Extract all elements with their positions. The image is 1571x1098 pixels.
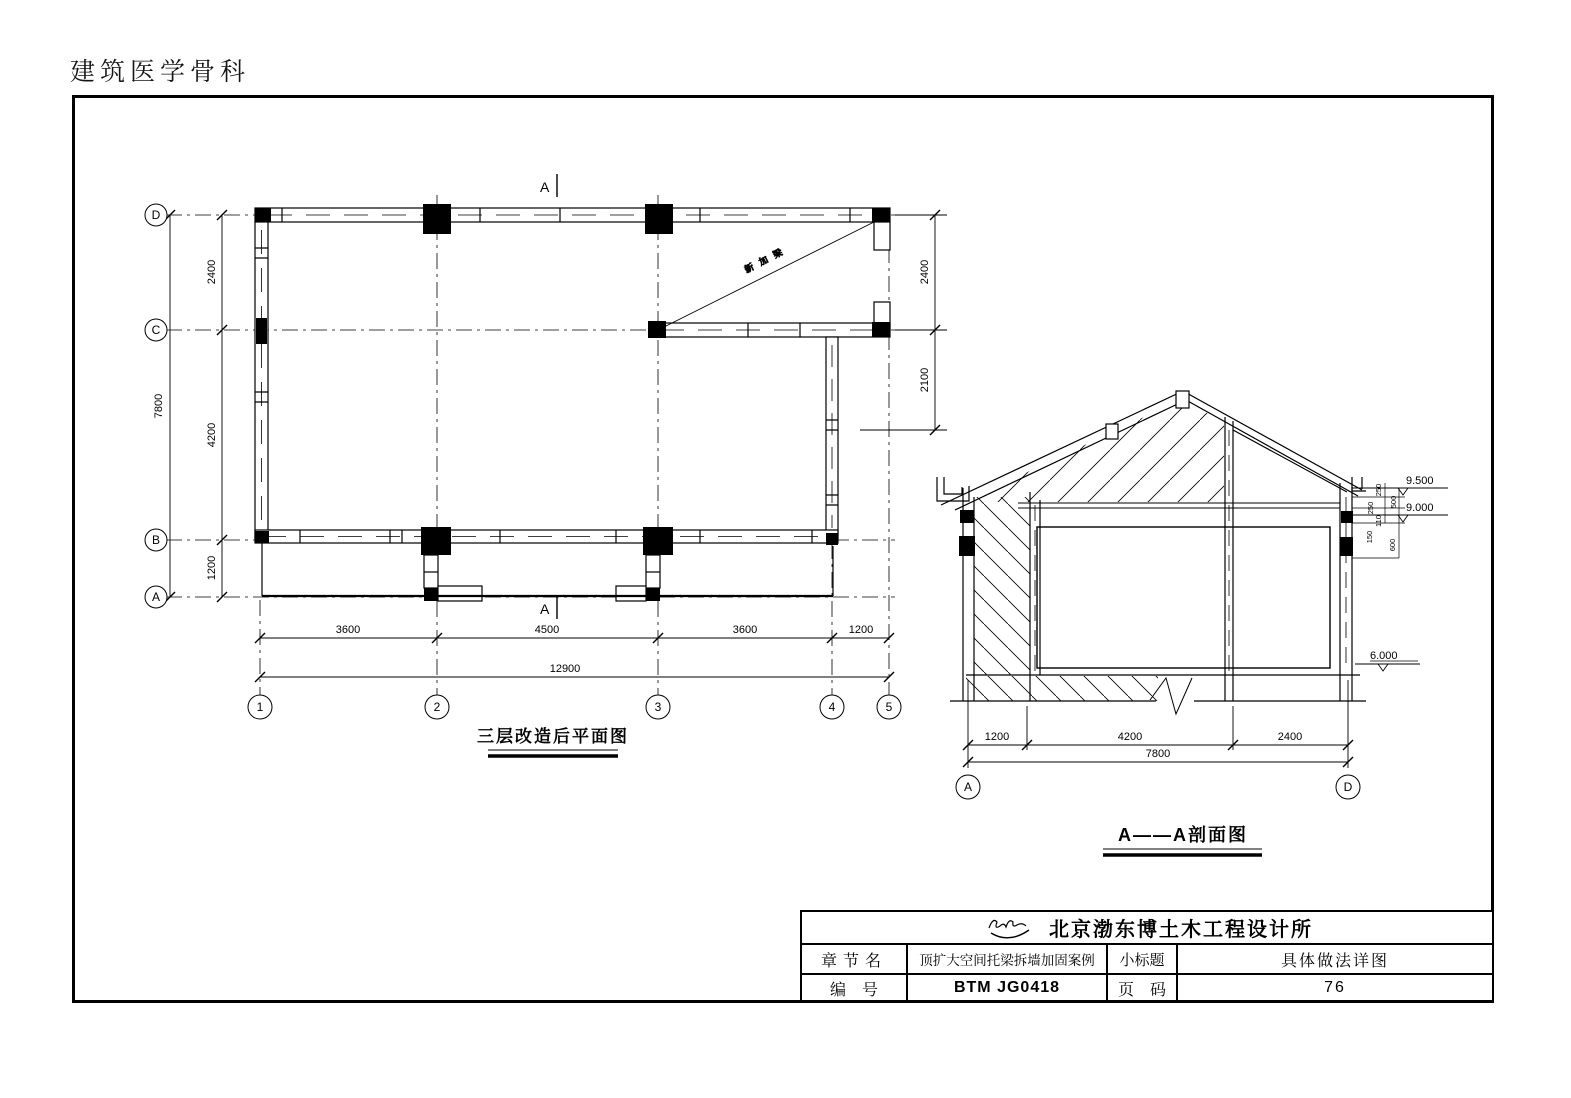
grid-bubble-5: 5 [885, 700, 893, 714]
subtitle-label: 小标题 [1108, 945, 1178, 973]
page-label-b: 码 [1150, 981, 1167, 999]
dim-3600-b: 3600 [732, 624, 758, 636]
floor-plan [145, 174, 947, 756]
chapter-value: 顶扩大空间托梁拆墙加固案例 [919, 953, 1095, 968]
dim-3600-a: 3600 [335, 624, 361, 636]
grid-bubble-C: C [151, 323, 161, 337]
sdim-600: 600 [1388, 538, 1397, 552]
section-hatch [966, 400, 1224, 701]
grid-bubble-A: A [151, 590, 161, 604]
chapter-label: 章节名 [802, 945, 908, 973]
section-title-group [1103, 824, 1262, 855]
elev-9500: 9.500 [1406, 475, 1434, 487]
title-block-company-row [802, 912, 1492, 945]
section-bubble-D: D [1343, 780, 1353, 794]
title-block-row3 [802, 975, 1492, 1001]
sdim-2400: 2400 [1277, 731, 1303, 743]
dim-2100-right: 2100 [919, 367, 931, 393]
plan-section-markers [540, 174, 557, 619]
dim-7800-left: 7800 [153, 393, 165, 419]
dim-2400-left: 2400 [206, 259, 218, 285]
dim-1200-b: 1200 [848, 624, 874, 636]
plan-diagonal-beam [658, 216, 886, 330]
number-label-b: 号 [862, 981, 879, 999]
plan-dims-bottom [255, 624, 894, 682]
title-block [800, 910, 1494, 1003]
section-view [937, 391, 1448, 855]
sdim-1200: 1200 [984, 731, 1010, 743]
grid-bubble-4: 4 [828, 700, 836, 714]
page-number: 76 [1324, 979, 1346, 996]
sdim-250b: 250 [1366, 501, 1375, 515]
company-name: 北京渤东博土木工程设计所 [1049, 919, 1313, 941]
section-bubble-A: A [963, 780, 973, 794]
elev-9000: 9.000 [1406, 502, 1434, 514]
sdim-250a: 250 [1374, 483, 1383, 497]
dim-4200-left: 4200 [206, 422, 218, 448]
grid-bubble-D: D [151, 208, 161, 222]
diagonal-beam-label: 新加梁 [742, 243, 791, 275]
grid-bubble-3: 3 [654, 700, 662, 714]
grid-bubble-2: 2 [433, 700, 441, 714]
sdim-500: 500 [1389, 495, 1398, 509]
section-ceiling [1018, 503, 1340, 508]
dim-4500: 4500 [534, 624, 560, 636]
company-logo-icon [981, 915, 1039, 941]
plan-col-bubbles [248, 695, 901, 719]
section-marker-top: A [540, 179, 550, 195]
number-label-a: 编 [829, 981, 846, 999]
title-block-row2 [802, 945, 1492, 975]
plan-grid-lines [166, 195, 940, 695]
section-marker-bottom: A [540, 601, 550, 617]
drawing-number: BTM JG0418 [953, 979, 1061, 996]
page-label-a: 页 [1117, 981, 1134, 999]
page-title: 建筑医学骨科 [70, 59, 251, 86]
plan-dims-right [919, 210, 940, 435]
subtitle-value: 具体做法详图 [1280, 952, 1389, 970]
section-bubbles [956, 775, 1360, 799]
dim-1200-left: 1200 [206, 555, 218, 581]
sdim-110: 110 [1374, 515, 1383, 527]
dim-12900: 12900 [549, 663, 581, 675]
sdim-7800: 7800 [1145, 748, 1171, 760]
sdim-150: 150 [1365, 530, 1374, 544]
plan-walls [255, 208, 890, 601]
section-small-dims [1352, 483, 1405, 558]
plan-title-group [477, 726, 629, 756]
section-title: A——A剖面图 [1118, 825, 1248, 845]
sdim-4200: 4200 [1117, 731, 1143, 743]
dim-2400-right: 2400 [919, 259, 931, 285]
drawing-canvas [72, 95, 1494, 1003]
section-room [1037, 527, 1330, 668]
plan-title: 三层改造后平面图 [477, 727, 629, 746]
grid-bubble-1: 1 [256, 700, 264, 714]
elev-6000: 6.000 [1370, 650, 1398, 662]
grid-bubble-B: B [151, 533, 161, 547]
